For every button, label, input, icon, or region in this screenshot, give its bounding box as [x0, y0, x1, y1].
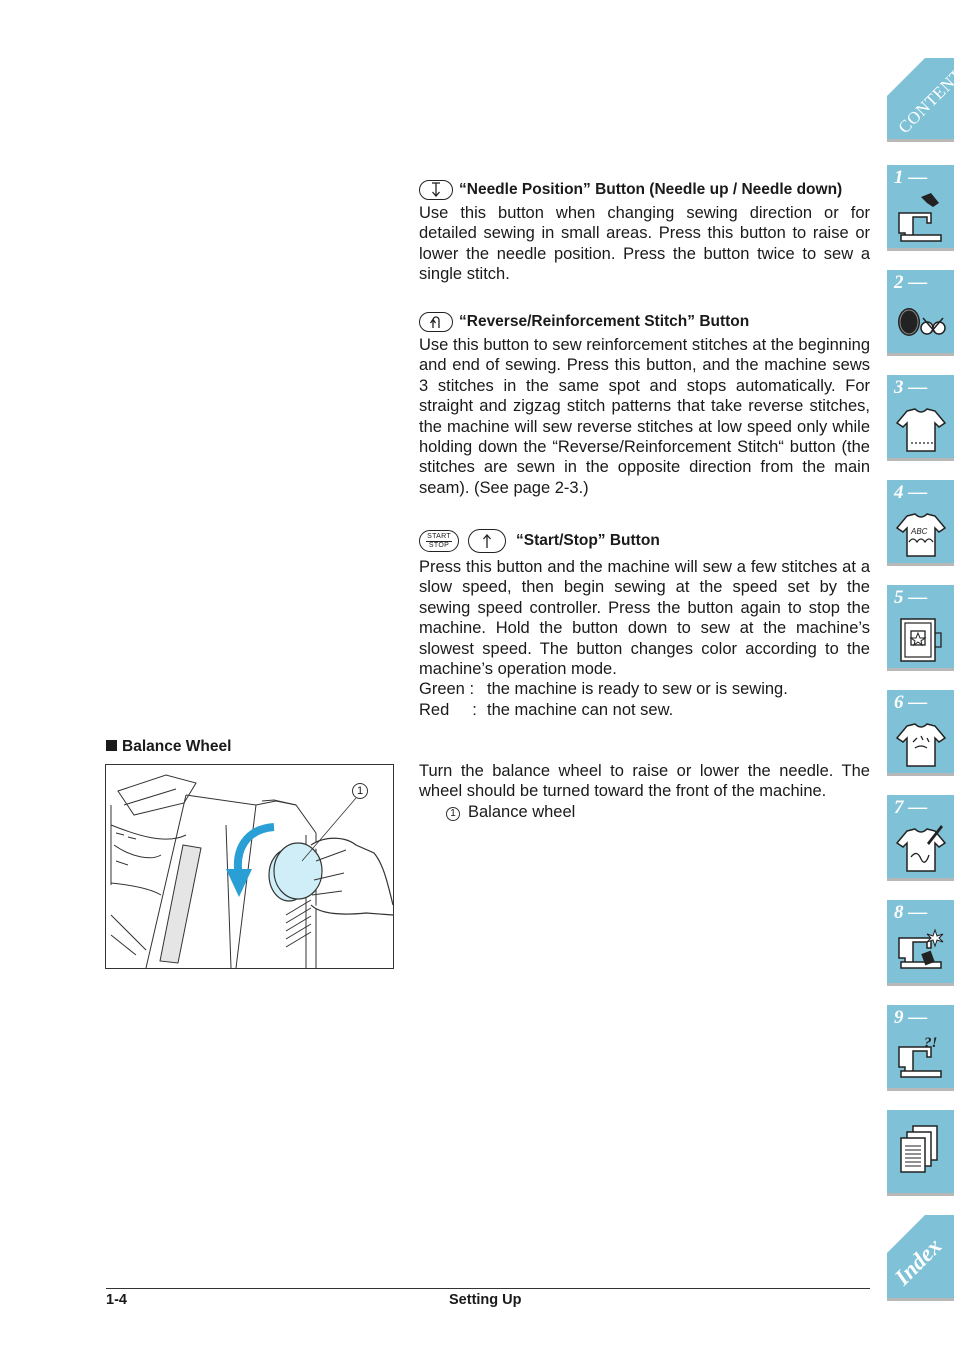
footer-rule	[106, 1288, 870, 1289]
reverse-heading	[419, 312, 870, 332]
tab-5-label: 5 —	[894, 587, 928, 608]
footer-section-title: Setting Up	[449, 1292, 522, 1308]
start-stop-modes	[419, 679, 870, 720]
tshirt-letters-icon	[887, 708, 954, 770]
tab-index[interactable]	[887, 1215, 954, 1298]
tab-chapter-9[interactable]	[887, 1005, 954, 1088]
balance-wheel-title: Balance Wheel	[122, 738, 232, 755]
needle-position-title: “Needle Position” Button (Needle up / Needle down)	[459, 181, 843, 198]
mode-red-row	[419, 700, 870, 720]
tshirt-stitch-icon	[887, 393, 954, 455]
thread-scissors-icon	[887, 288, 954, 350]
tab-4-label: 4 —	[894, 482, 928, 503]
contents-label: CONTENTS	[894, 58, 974, 138]
tab-chapter-7[interactable]	[887, 795, 954, 878]
tab-chapter-6[interactable]	[887, 690, 954, 773]
tab-contents[interactable]	[887, 58, 974, 139]
tab-8-label: 8 —	[894, 902, 928, 923]
sewing-machine-hand-icon	[887, 183, 954, 245]
mode-red-text: the machine can not sew.	[487, 700, 674, 719]
reverse-title: “Reverse/Reinforcement Stitch” Button	[459, 313, 750, 330]
start-stop-heading	[419, 529, 870, 553]
tab-7-label: 7 —	[894, 797, 928, 818]
balance-wheel-section	[419, 761, 870, 822]
needle-position-text: Use this button when changing sewing direction or for detailed sewing in small areas. Press this button to raise or lower the needle position. Press the button twice to sew a single stitch.	[419, 204, 870, 284]
mode-red-label: Red :	[419, 700, 477, 719]
tab-6-label: 6 —	[894, 692, 928, 713]
balance-wheel-text: Turn the balance wheel to raise or lower the needle. The wheel should be turned toward the front of the machine.	[419, 762, 870, 801]
start-key-label: START	[427, 532, 451, 540]
index-label: Index	[889, 1233, 947, 1290]
reverse-section	[419, 312, 870, 498]
square-bullet-icon	[106, 740, 117, 751]
tab-9-label: 9 —	[894, 1007, 928, 1028]
balance-wheel-callout: 1	[352, 783, 368, 799]
mode-green-row	[419, 679, 870, 699]
tab-chapter-1[interactable]	[887, 165, 954, 248]
page-number: 1-4	[106, 1292, 127, 1308]
tab-chapter-2[interactable]	[887, 270, 954, 353]
troubleshoot-mark: ?!	[924, 1035, 938, 1051]
needle-position-section	[419, 180, 870, 285]
documents-icon	[887, 1114, 954, 1176]
needle-position-key-icon	[419, 180, 453, 200]
tab-3-label: 3 —	[894, 377, 928, 398]
tab-2-label: 2 —	[894, 272, 928, 293]
stop-key-label: STOP	[428, 542, 450, 549]
tshirt-abc-icon	[887, 498, 954, 560]
mode-green-text: the machine is ready to sew or is sewing.	[487, 680, 788, 699]
embroidery-frame-icon	[887, 603, 954, 665]
machine-troubleshoot-icon	[887, 1023, 954, 1085]
balance-wheel-drawing	[106, 765, 393, 968]
reverse-text: Use this button to sew reinforcement stitches at the beginning and end of sewing. Press this button, and the machine sews 3 stitches in the same spot and stops automatically. For straight and zigzag stitch patterns that take reverse stitches, the machine will sew reverse stitches at low speed only while holding down the “Reverse/Reinforcement Stitch“ button (the stitches are sewn in the opposite direction from the main seam). (See page 2-3.)	[419, 336, 870, 497]
tab-appendix[interactable]	[887, 1110, 954, 1193]
tab-chapter-3[interactable]	[887, 375, 954, 458]
tab-chapter-5[interactable]	[887, 585, 954, 668]
start-stop-section	[419, 529, 870, 720]
tab-chapter-4[interactable]	[887, 480, 954, 563]
abc-mark: ABC	[911, 527, 928, 536]
balance-wheel-heading	[106, 737, 231, 757]
legend-number: 1	[446, 807, 460, 821]
tab-chapter-8[interactable]	[887, 900, 954, 983]
balance-wheel-illustration	[105, 764, 394, 969]
machine-maintenance-icon	[887, 918, 954, 980]
start-stop-key-icon	[419, 530, 459, 552]
start-stop-text: Press this button and the machine will sew a few stitches at a slow speed, then begin sewing at the speed set by the sewing speed controller. Press the button again to stop the machine. Hold the button down to sew at the machine’s slowest speed. The button changes color according to the machine’s operation mode.	[419, 558, 870, 679]
mode-green-label: Green :	[419, 680, 475, 699]
balance-wheel-legend	[419, 802, 870, 822]
needle-position-heading	[419, 180, 870, 200]
start-stop-arrow-icon	[468, 529, 506, 553]
start-stop-title: “Start/Stop” Button	[516, 532, 660, 549]
legend-text: Balance wheel	[468, 802, 576, 821]
tab-1-label: 1 —	[894, 167, 928, 188]
tshirt-pen-icon	[887, 813, 954, 875]
reverse-key-icon	[419, 312, 453, 332]
